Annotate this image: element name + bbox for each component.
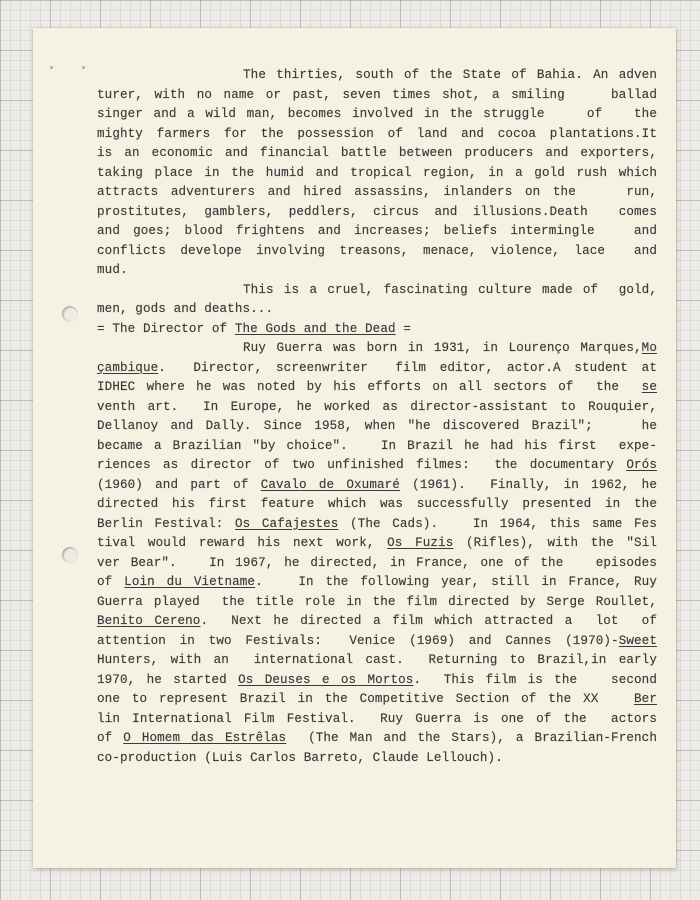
text-line: mighty farmers for the possession of land and cocoa plantations.It <box>97 126 657 141</box>
underlined-word: se <box>641 380 657 394</box>
film-title: Cavalo de Oxumaré <box>260 477 400 492</box>
text-line: (1960) and part of Cavalo de Oxumaré (1961). Finally, in 1962, he <box>97 477 657 492</box>
text-line: mud. <box>97 263 128 277</box>
film-title: Os Cafajestes <box>235 516 339 531</box>
text-line: riences as director of two unfinished filmes: the documentary Orós <box>97 458 657 472</box>
text-line: The thirties, south of the State of Bahia. An adven <box>243 68 657 82</box>
punch-hole <box>62 306 78 322</box>
text-line: became a Brazilian "by choice". In Brazil he had his first expe- <box>97 438 657 453</box>
pencil-mark <box>82 66 85 69</box>
text-line: singer and a wild man, becomes involved in the struggle of the <box>97 107 657 121</box>
typewritten-text <box>97 66 657 768</box>
text-line: tival would reward his next work, Os Fuzis (Rifles), with the "Sil <box>97 536 658 550</box>
film-title: Benito Cereno <box>97 614 201 628</box>
text-line: Dellanoy and Dally. Since 1958, when "he discovered Brazil"; he <box>97 419 657 433</box>
text-line: çambique. Director, screenwriter film editor, actor.A student at <box>97 360 657 375</box>
text-line: of O Homem das Estrêlas (The Man and the Stars), a Brazilian-French <box>97 731 657 745</box>
text-line: venth art. In Europe, he worked as director-assistant to Rouquier, <box>97 399 657 414</box>
text-line: attracts adventurers and hired assassins, inlanders on the run, <box>97 185 657 199</box>
text-line: prostitutes, gamblers, peddlers, circus and illusions.Death comes <box>97 204 657 219</box>
text-line: Ruy Guerra was born in 1931, in Lourenço Marques,Mo <box>243 341 657 355</box>
text-line: turer, with no name or past, seven times shot, a smiling ballad <box>97 87 657 102</box>
text-line: men, gods and deaths... <box>97 302 274 316</box>
film-title: Orós <box>626 458 657 472</box>
text-line: Berlin Festival: Os Cafajestes (The Cads). In 1964, this same Fes <box>97 516 657 531</box>
text-line: conflicts develope involving treasons, menace, violence, lace and <box>97 243 657 258</box>
text-line: Guerra played the title role in the film directed by Serge Roullet, <box>97 594 657 609</box>
text-line: one to represent Brazil in the Competitive Section of the XX Ber <box>97 692 657 706</box>
film-title: O Homem das Estrêlas <box>123 731 287 745</box>
text-line: ver Bear". In 1967, he directed, in France, one of the episodes <box>97 555 657 570</box>
text-line: of Loin du Vietname. In the following year, still in France, Ruy <box>97 575 657 589</box>
text-line: This is a cruel, fascinating culture made of gold, <box>243 282 657 297</box>
pencil-mark <box>50 66 53 69</box>
film-title: Os Fuzis <box>387 536 454 550</box>
underlined-word: çambique <box>97 360 159 375</box>
film-title: Sweet <box>618 633 657 648</box>
text-line: is an economic and financial battle between producers and exporters, <box>97 146 657 160</box>
text-line: and goes; blood frightens and increases; beliefs intermingle and <box>97 224 657 238</box>
underlined-word: Ber <box>634 692 657 706</box>
text-line: directed his first feature which was successfully presented in the <box>97 497 657 511</box>
text-line: 1970, he started Os Deuses e os Mortos. This film is the second <box>97 672 657 687</box>
punch-hole <box>62 547 78 563</box>
text-line: Benito Cereno. Next he directed a film which attracted a lot of <box>97 614 657 628</box>
text-line: Hunters, with an international cast. Returning to Brazil,in early <box>97 653 657 667</box>
text-line: lin International Film Festival. Ruy Guerra is one of the actors <box>97 711 657 726</box>
film-title: Os Deuses e os Mortos <box>238 672 414 687</box>
section-heading: = The Director of The Gods and the Dead = <box>97 321 411 336</box>
text-line: taking place in the humid and tropical region, in a gold rush which <box>97 165 657 180</box>
text-line: attention in two Festivals: Venice (1969) and Cannes (1970)-Sweet <box>97 633 657 648</box>
film-title: Loin du Vietname <box>124 575 256 589</box>
text-line: co-production (Luis Carlos Barreto, Claude Lellouch). <box>97 750 503 765</box>
underlined-word: Mo <box>641 341 657 355</box>
text-line: IDHEC where he was noted by his efforts on all sectors of the se <box>97 380 657 394</box>
film-title: The Gods and the Dead <box>234 321 396 336</box>
